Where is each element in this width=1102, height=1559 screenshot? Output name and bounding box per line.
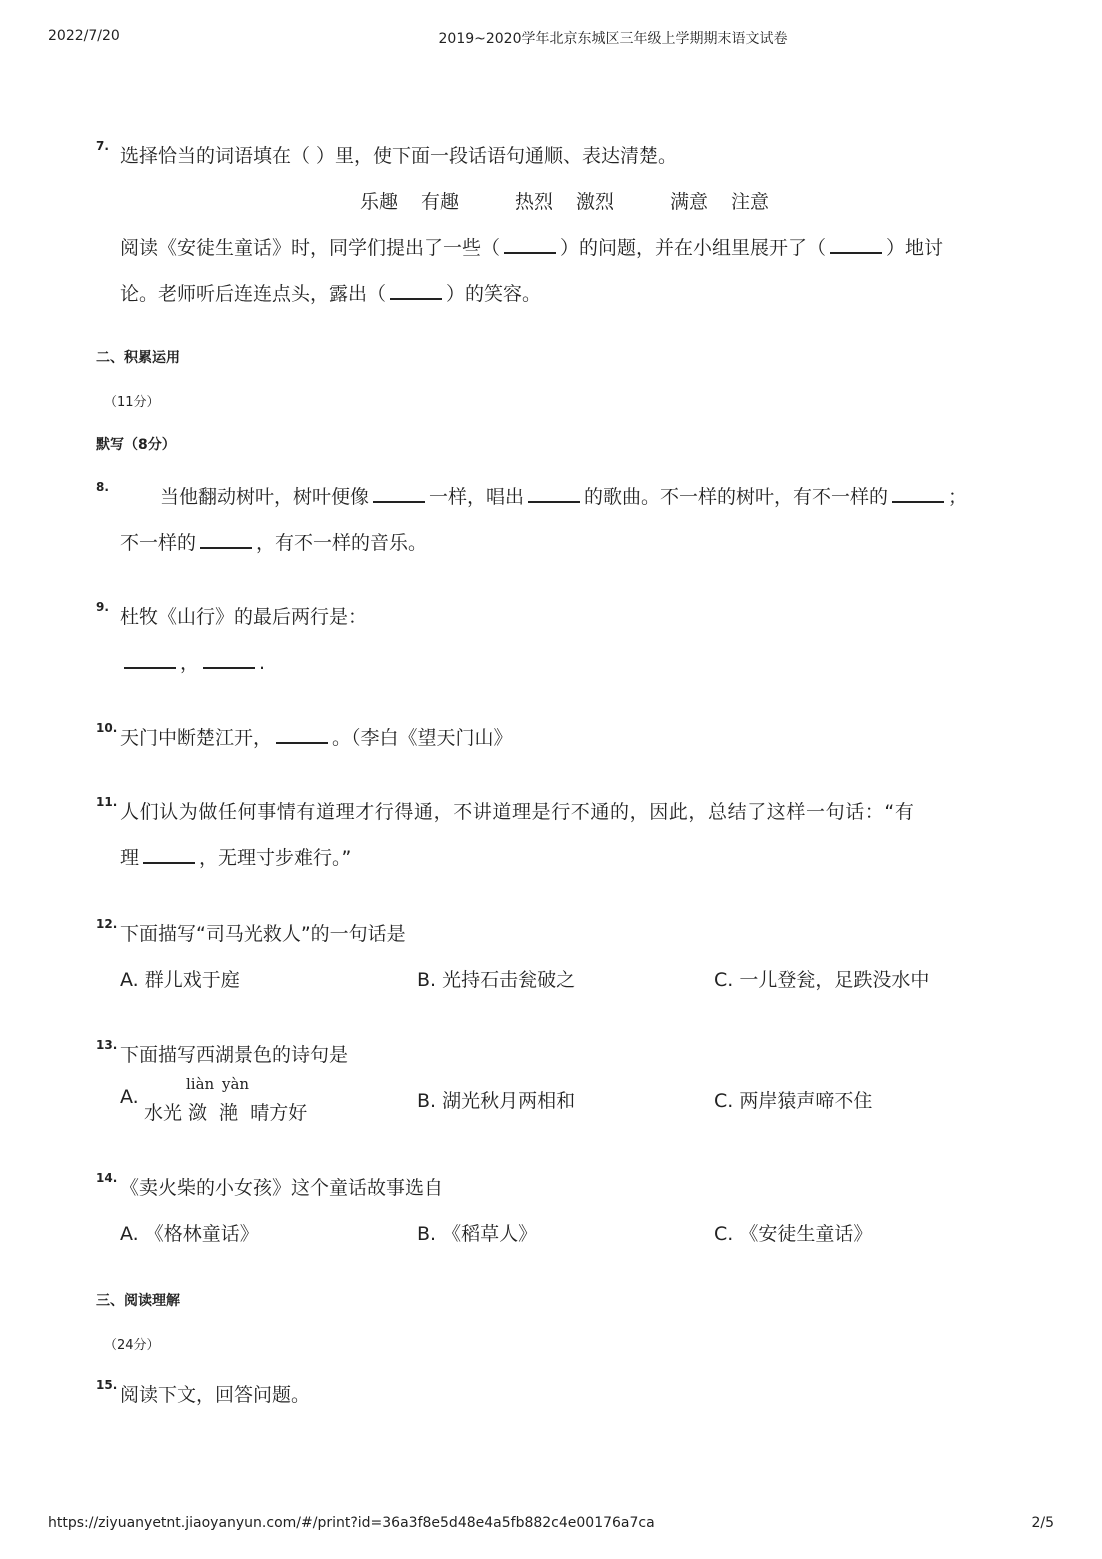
pinyin-lian: liàn bbox=[186, 1075, 215, 1093]
fill-blank[interactable] bbox=[276, 728, 328, 744]
option-b[interactable]: B. 《稻草人》 bbox=[417, 1223, 538, 1245]
fill-blank[interactable] bbox=[373, 487, 425, 503]
question-prompt: 下面描写西湖景色的诗句是 bbox=[120, 1044, 349, 1066]
text: ）的笑容。 bbox=[446, 283, 542, 305]
question-line-2 bbox=[120, 843, 351, 870]
passage-line-1 bbox=[120, 233, 943, 260]
pinyin-yan: yàn bbox=[222, 1075, 250, 1093]
section-title: 三、阅读理解 bbox=[96, 1293, 180, 1309]
page-number: 2/5 bbox=[1031, 1515, 1054, 1531]
question-number: 9. bbox=[96, 600, 109, 614]
text: . bbox=[259, 652, 266, 674]
question-number: 13. bbox=[96, 1038, 118, 1052]
option-a[interactable]: A. 群儿戏于庭 bbox=[120, 969, 240, 991]
section-score: （24分） bbox=[104, 1338, 160, 1353]
question-number: 7. bbox=[96, 139, 109, 153]
option-a[interactable]: A. 《格林童话》 bbox=[120, 1223, 259, 1245]
fill-blank[interactable] bbox=[504, 238, 556, 254]
option-c[interactable]: C. 一儿登瓮，足跌没水中 bbox=[714, 969, 930, 991]
text: ， bbox=[180, 652, 200, 674]
fill-blank[interactable] bbox=[124, 653, 176, 669]
question-number: 12. bbox=[96, 917, 118, 931]
word-option: 激烈 bbox=[576, 191, 615, 213]
text: 当他翻动树叶，树叶便像 bbox=[160, 486, 370, 508]
question-number: 10. bbox=[96, 721, 118, 735]
word-option: 有趣 bbox=[421, 191, 460, 213]
question-number: 15. bbox=[96, 1378, 118, 1392]
word-option: 乐趣 bbox=[360, 191, 399, 213]
option-c[interactable]: C. 两岸猿声啼不住 bbox=[714, 1090, 873, 1112]
text: ）地讨 bbox=[886, 237, 944, 259]
fill-blank[interactable] bbox=[892, 487, 944, 503]
question-number: 14. bbox=[96, 1171, 118, 1185]
fill-blank[interactable] bbox=[830, 238, 882, 254]
text: 论。老师听后连连点头，露出（ bbox=[120, 283, 387, 305]
text: 阅读《安徒生童话》时，同学们提出了一些（ bbox=[120, 237, 501, 259]
fill-blank[interactable] bbox=[143, 848, 195, 864]
text: ，无理寸步难行。” bbox=[199, 847, 352, 869]
question-line bbox=[120, 723, 513, 750]
text: 一样，唱出 bbox=[429, 486, 525, 508]
question-prompt: 《卖火柴的小女孩》这个童话故事选自 bbox=[120, 1177, 444, 1199]
document-title: 2019~2020学年北京东城区三年级上学期期末语文试卷 bbox=[438, 31, 788, 47]
question-prompt: 阅读下文，回答问题。 bbox=[120, 1384, 311, 1406]
fill-blank[interactable] bbox=[200, 533, 252, 549]
text: 的歌曲。不一样的树叶，有不一样的 bbox=[584, 486, 889, 508]
section-score: （11分） bbox=[104, 395, 160, 410]
question-line-1 bbox=[160, 482, 967, 509]
word-option: 注意 bbox=[731, 191, 770, 213]
fill-blank[interactable] bbox=[390, 284, 442, 300]
word-option: 热烈 bbox=[515, 191, 554, 213]
question-prompt: 杜牧《山行》的最后两行是： bbox=[120, 606, 368, 628]
question-prompt: 下面描写“司马光救人”的一句话是 bbox=[120, 923, 406, 945]
fill-blank[interactable] bbox=[528, 487, 580, 503]
text: 理 bbox=[120, 847, 140, 869]
text: 。（李白《望天门山》 bbox=[332, 727, 513, 749]
answer-line bbox=[120, 648, 265, 675]
option-a-text[interactable]: 水光 潋 滟 晴方好 bbox=[144, 1102, 308, 1124]
passage-line-2 bbox=[120, 279, 541, 306]
question-number: 11. bbox=[96, 795, 118, 809]
option-b[interactable]: B. 湖光秋月两相和 bbox=[417, 1090, 576, 1112]
question-line-1: 人们认为做任何事情有道理才行得通，不讲道理是行不通的，因此，总结了这样一句话：“有 bbox=[120, 801, 915, 823]
section-title: 二、积累运用 bbox=[96, 350, 180, 366]
word-option: 满意 bbox=[670, 191, 709, 213]
fill-blank[interactable] bbox=[203, 653, 255, 669]
question-line-2 bbox=[120, 528, 427, 555]
question-prompt: 选择恰当的词语填在（ ）里，使下面一段话语句通顺、表达清楚。 bbox=[120, 145, 678, 167]
text: 不一样的 bbox=[120, 532, 197, 554]
print-date: 2022/7/20 bbox=[48, 28, 120, 44]
option-b[interactable]: B. 光持石击瓮破之 bbox=[417, 969, 576, 991]
option-a-label[interactable]: A. bbox=[120, 1086, 139, 1108]
text: ； bbox=[948, 486, 968, 508]
subsection-title: 默写（8分） bbox=[96, 437, 176, 453]
text: ）的问题，并在小组里展开了（ bbox=[560, 237, 827, 259]
option-c[interactable]: C. 《安徒生童话》 bbox=[714, 1223, 873, 1245]
text: ，有不一样的音乐。 bbox=[256, 532, 428, 554]
page-url: https://ziyuanyetnt.jiaoyanyun.com/#/print?id=36a3f8e5d48e4a5fb882c4e00176a7ca bbox=[48, 1515, 655, 1531]
question-number: 8. bbox=[96, 480, 109, 494]
text: 天门中断楚江开， bbox=[120, 727, 273, 749]
